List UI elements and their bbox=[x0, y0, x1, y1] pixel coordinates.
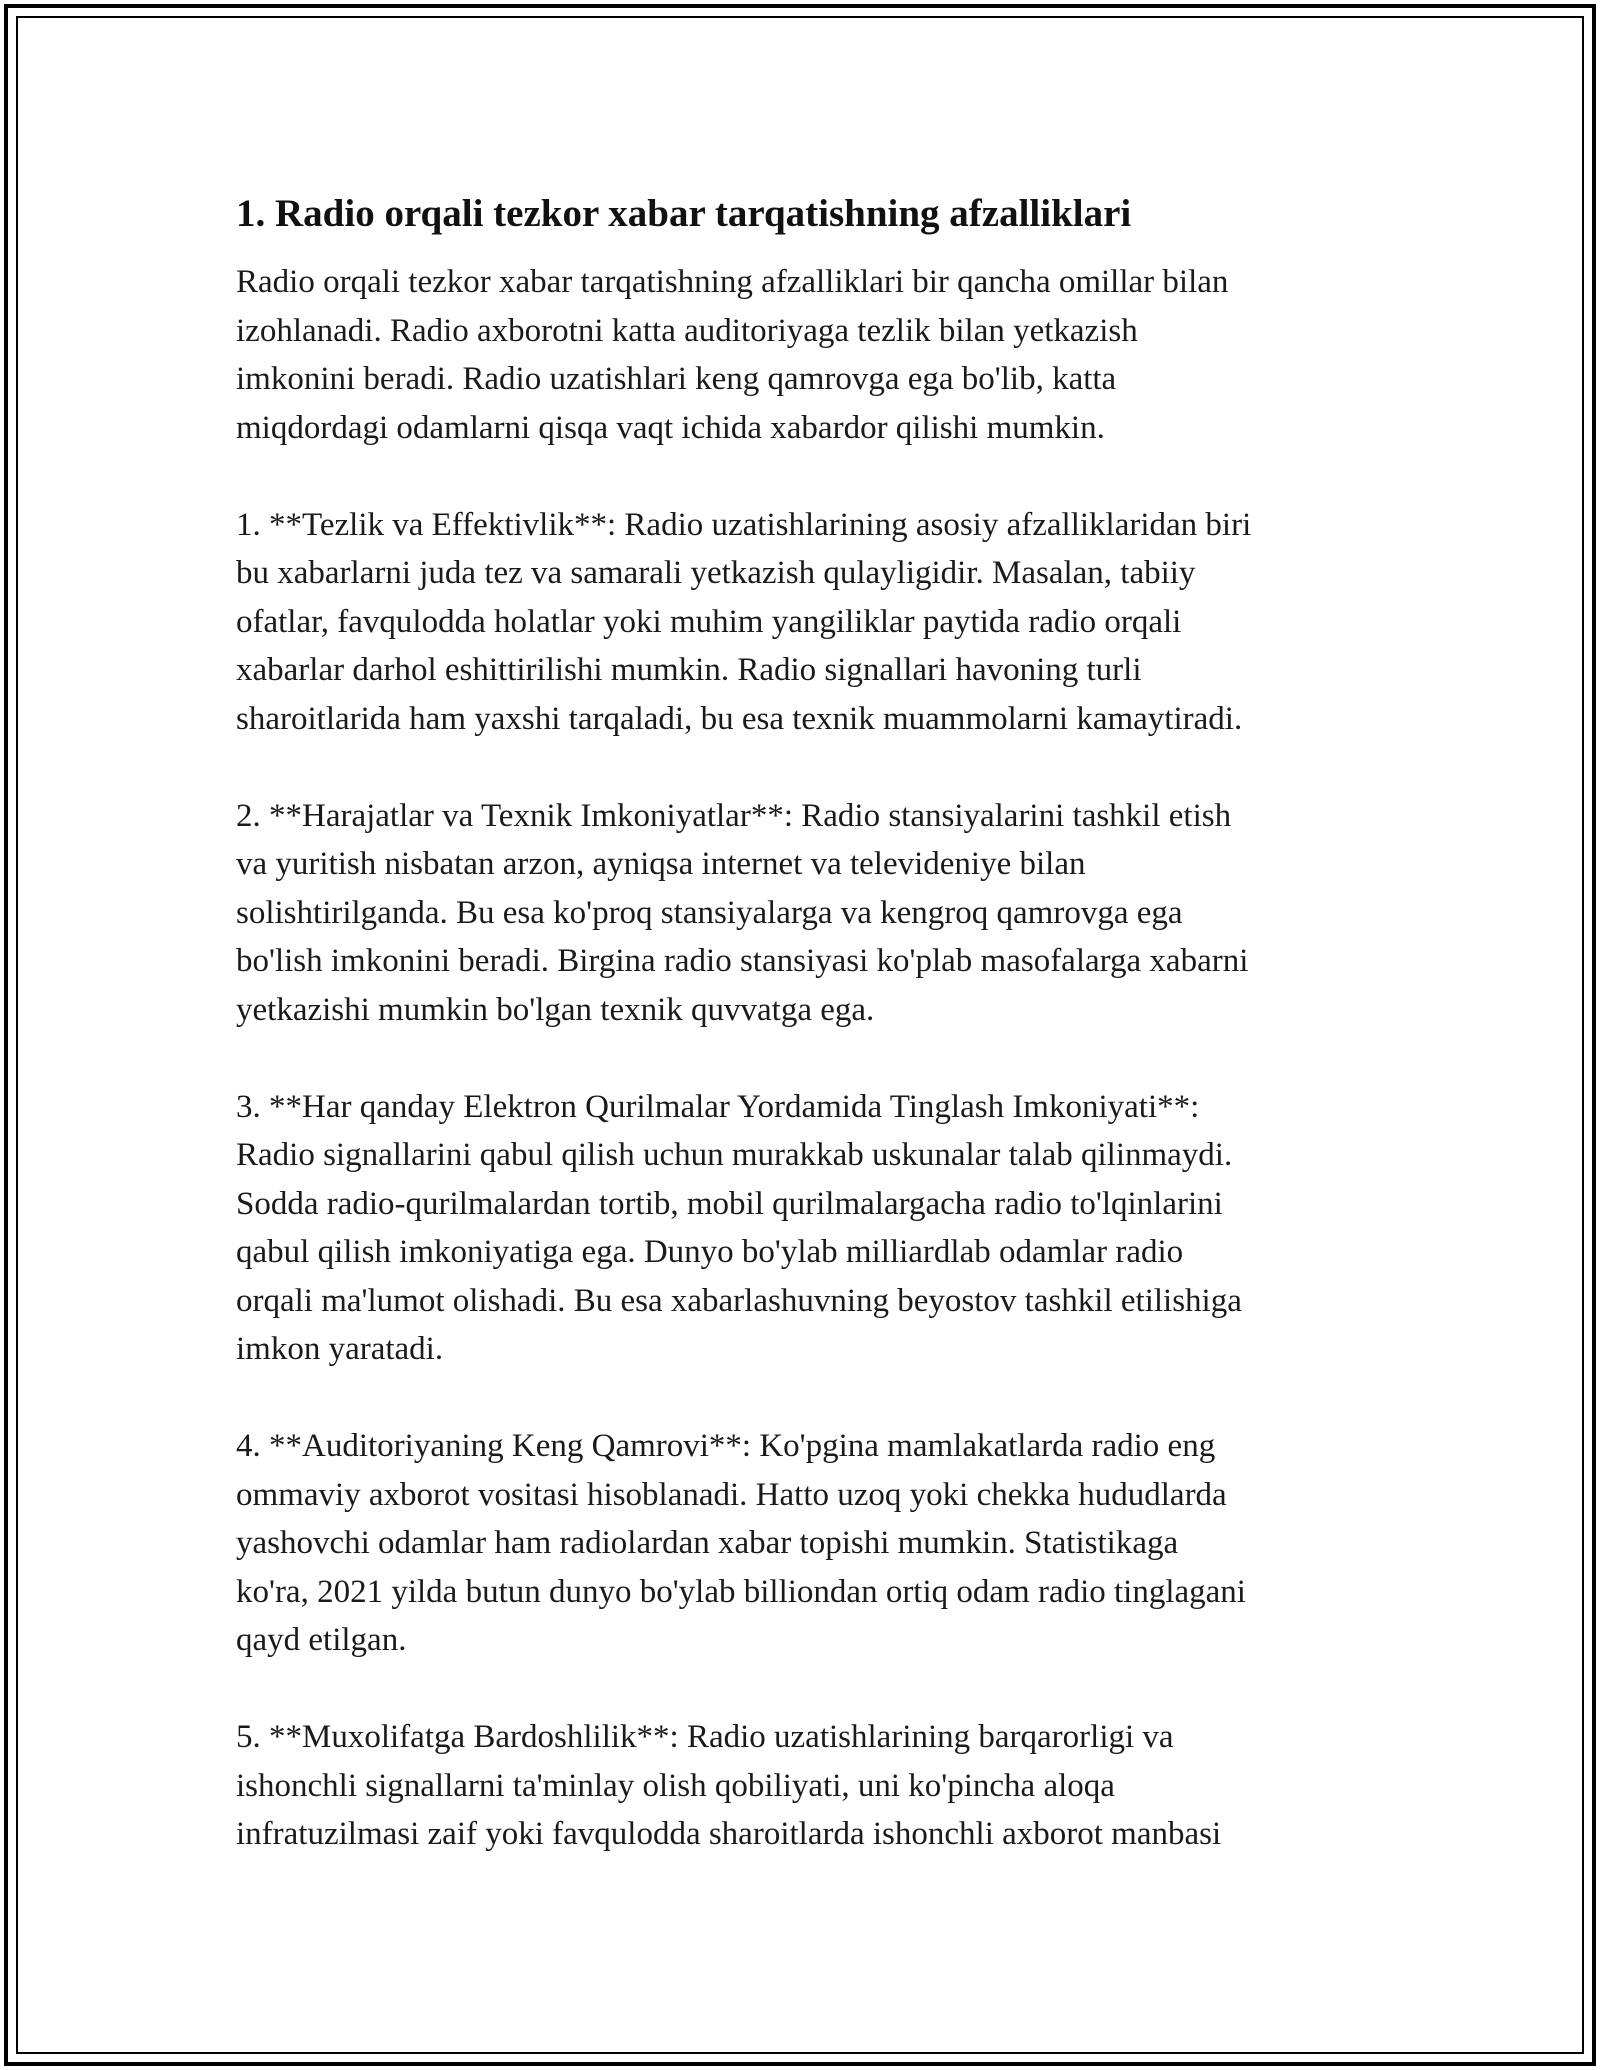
paragraph-line: Sodda radio-qurilmalardan tortib, mobil qurilmalargacha radio to'lqinlarini bbox=[236, 1185, 1223, 1222]
paragraph-line: Radio orqali tezkor xabar tarqatishning afzalliklari bir qancha omillar bilan bbox=[236, 264, 1229, 300]
paragraph-line: 5. **Muxolifatga Bardoshlilik**: Radio uzatishlarining barqarorligi va bbox=[236, 1719, 1174, 1755]
paragraph-line: qayd etilgan. bbox=[236, 1622, 407, 1658]
paragraph-line: ko'ra, 2021 yilda butun dunyo bo'ylab billiondan ortiq odam radio tinglagani bbox=[236, 1573, 1246, 1610]
paragraph-line: xabarlar darhol eshittirilishi mumkin. Radio signallari havoning turli bbox=[236, 652, 1142, 688]
document-body bbox=[236, 188, 1386, 1907]
paragraph-line: 4. **Auditoriyaning Keng Qamrovi**: Ko'pgina mamlakatlarda radio eng bbox=[236, 1428, 1216, 1464]
list-item-resilience bbox=[236, 1713, 1386, 1859]
paragraph-line: solishtirilganda. Bu esa ko'proq stansiyalarga va kengroq qamrovga ega bbox=[236, 894, 1183, 931]
paragraph-line: imkonini beradi. Radio uzatishlari keng qamrovga ega bo'lib, katta bbox=[236, 361, 1117, 397]
paragraph-line: infratuzilmasi zaif yoki favqulodda sharoitlarda ishonchli axborot manbasi bbox=[236, 1816, 1222, 1852]
paragraph-line: qabul qilish imkoniyatiga ega. Dunyo bo'ylab milliardlab odamlar radio bbox=[236, 1234, 1184, 1270]
paragraph-line: 2. **Harajatlar va Texnik Imkoniyatlar**: Radio stansiyalarini tashkil etish bbox=[236, 797, 1232, 834]
list-item-speed bbox=[236, 501, 1386, 744]
paragraph-line: sharoitlarida ham yaxshi tarqaladi, bu esa texnik muammolarni kamaytiradi. bbox=[236, 700, 1243, 737]
document-heading: 1. Radio orqali tezkor xabar tarqatishning afzalliklari bbox=[236, 192, 1132, 235]
intro-paragraph bbox=[236, 258, 1386, 452]
list-item-costs bbox=[236, 792, 1386, 1035]
list-item-audience bbox=[236, 1422, 1386, 1665]
paragraph-line: va yuritish nisbatan arzon, ayniqsa internet va televideniye bilan bbox=[236, 846, 1086, 882]
paragraph-line: imkon yaratadi. bbox=[236, 1331, 444, 1367]
paragraph-line: izohlanadi. Radio axborotni katta auditoriyaga tezlik bilan yetkazish bbox=[236, 312, 1138, 349]
paragraph-line: orqali ma'lumot olishadi. Bu esa xabarlashuvning beyostov tashkil etilishiga bbox=[236, 1282, 1242, 1319]
list-item-devices bbox=[236, 1083, 1386, 1374]
paragraph-line: yashovchi odamlar ham radiolardan xabar topishi mumkin. Statistikaga bbox=[236, 1525, 1179, 1561]
paragraph-line: bu xabarlarni juda tez va samarali yetkazish qulayligidir. Masalan, tabiiy bbox=[236, 555, 1196, 591]
paragraph-line: ommaviy axborot vositasi hisoblanadi. Hatto uzoq yoki chekka hududlarda bbox=[236, 1476, 1227, 1513]
paragraph-line: yetkazishi mumkin bo'lgan texnik quvvatga ega. bbox=[236, 991, 875, 1028]
paragraph-line: 1. **Tezlik va Effektivlik**: Radio uzatishlarining asosiy afzalliklaridan biri bbox=[236, 506, 1252, 543]
paragraph-line: 3. **Har qanday Elektron Qurilmalar Yordamida Tinglash Imkoniyati**: bbox=[236, 1088, 1200, 1125]
paragraph-line: ofatlar, favqulodda holatlar yoki muhim yangiliklar paytida radio orqali bbox=[236, 603, 1182, 640]
paragraph-line: miqdordagi odamlarni qisqa vaqt ichida xabardor qilishi mumkin. bbox=[236, 409, 1105, 446]
paragraph-line: Radio signallarini qabul qilish uchun murakkab uskunalar talab qilinmaydi. bbox=[236, 1137, 1233, 1173]
paragraph-line: ishonchli signallarni ta'minlay olish qobiliyati, uni ko'pincha aloqa bbox=[236, 1767, 1115, 1804]
paragraph-line: bo'lish imkonini beradi. Birgina radio stansiyasi ko'plab masofalarga xabarni bbox=[236, 943, 1249, 979]
